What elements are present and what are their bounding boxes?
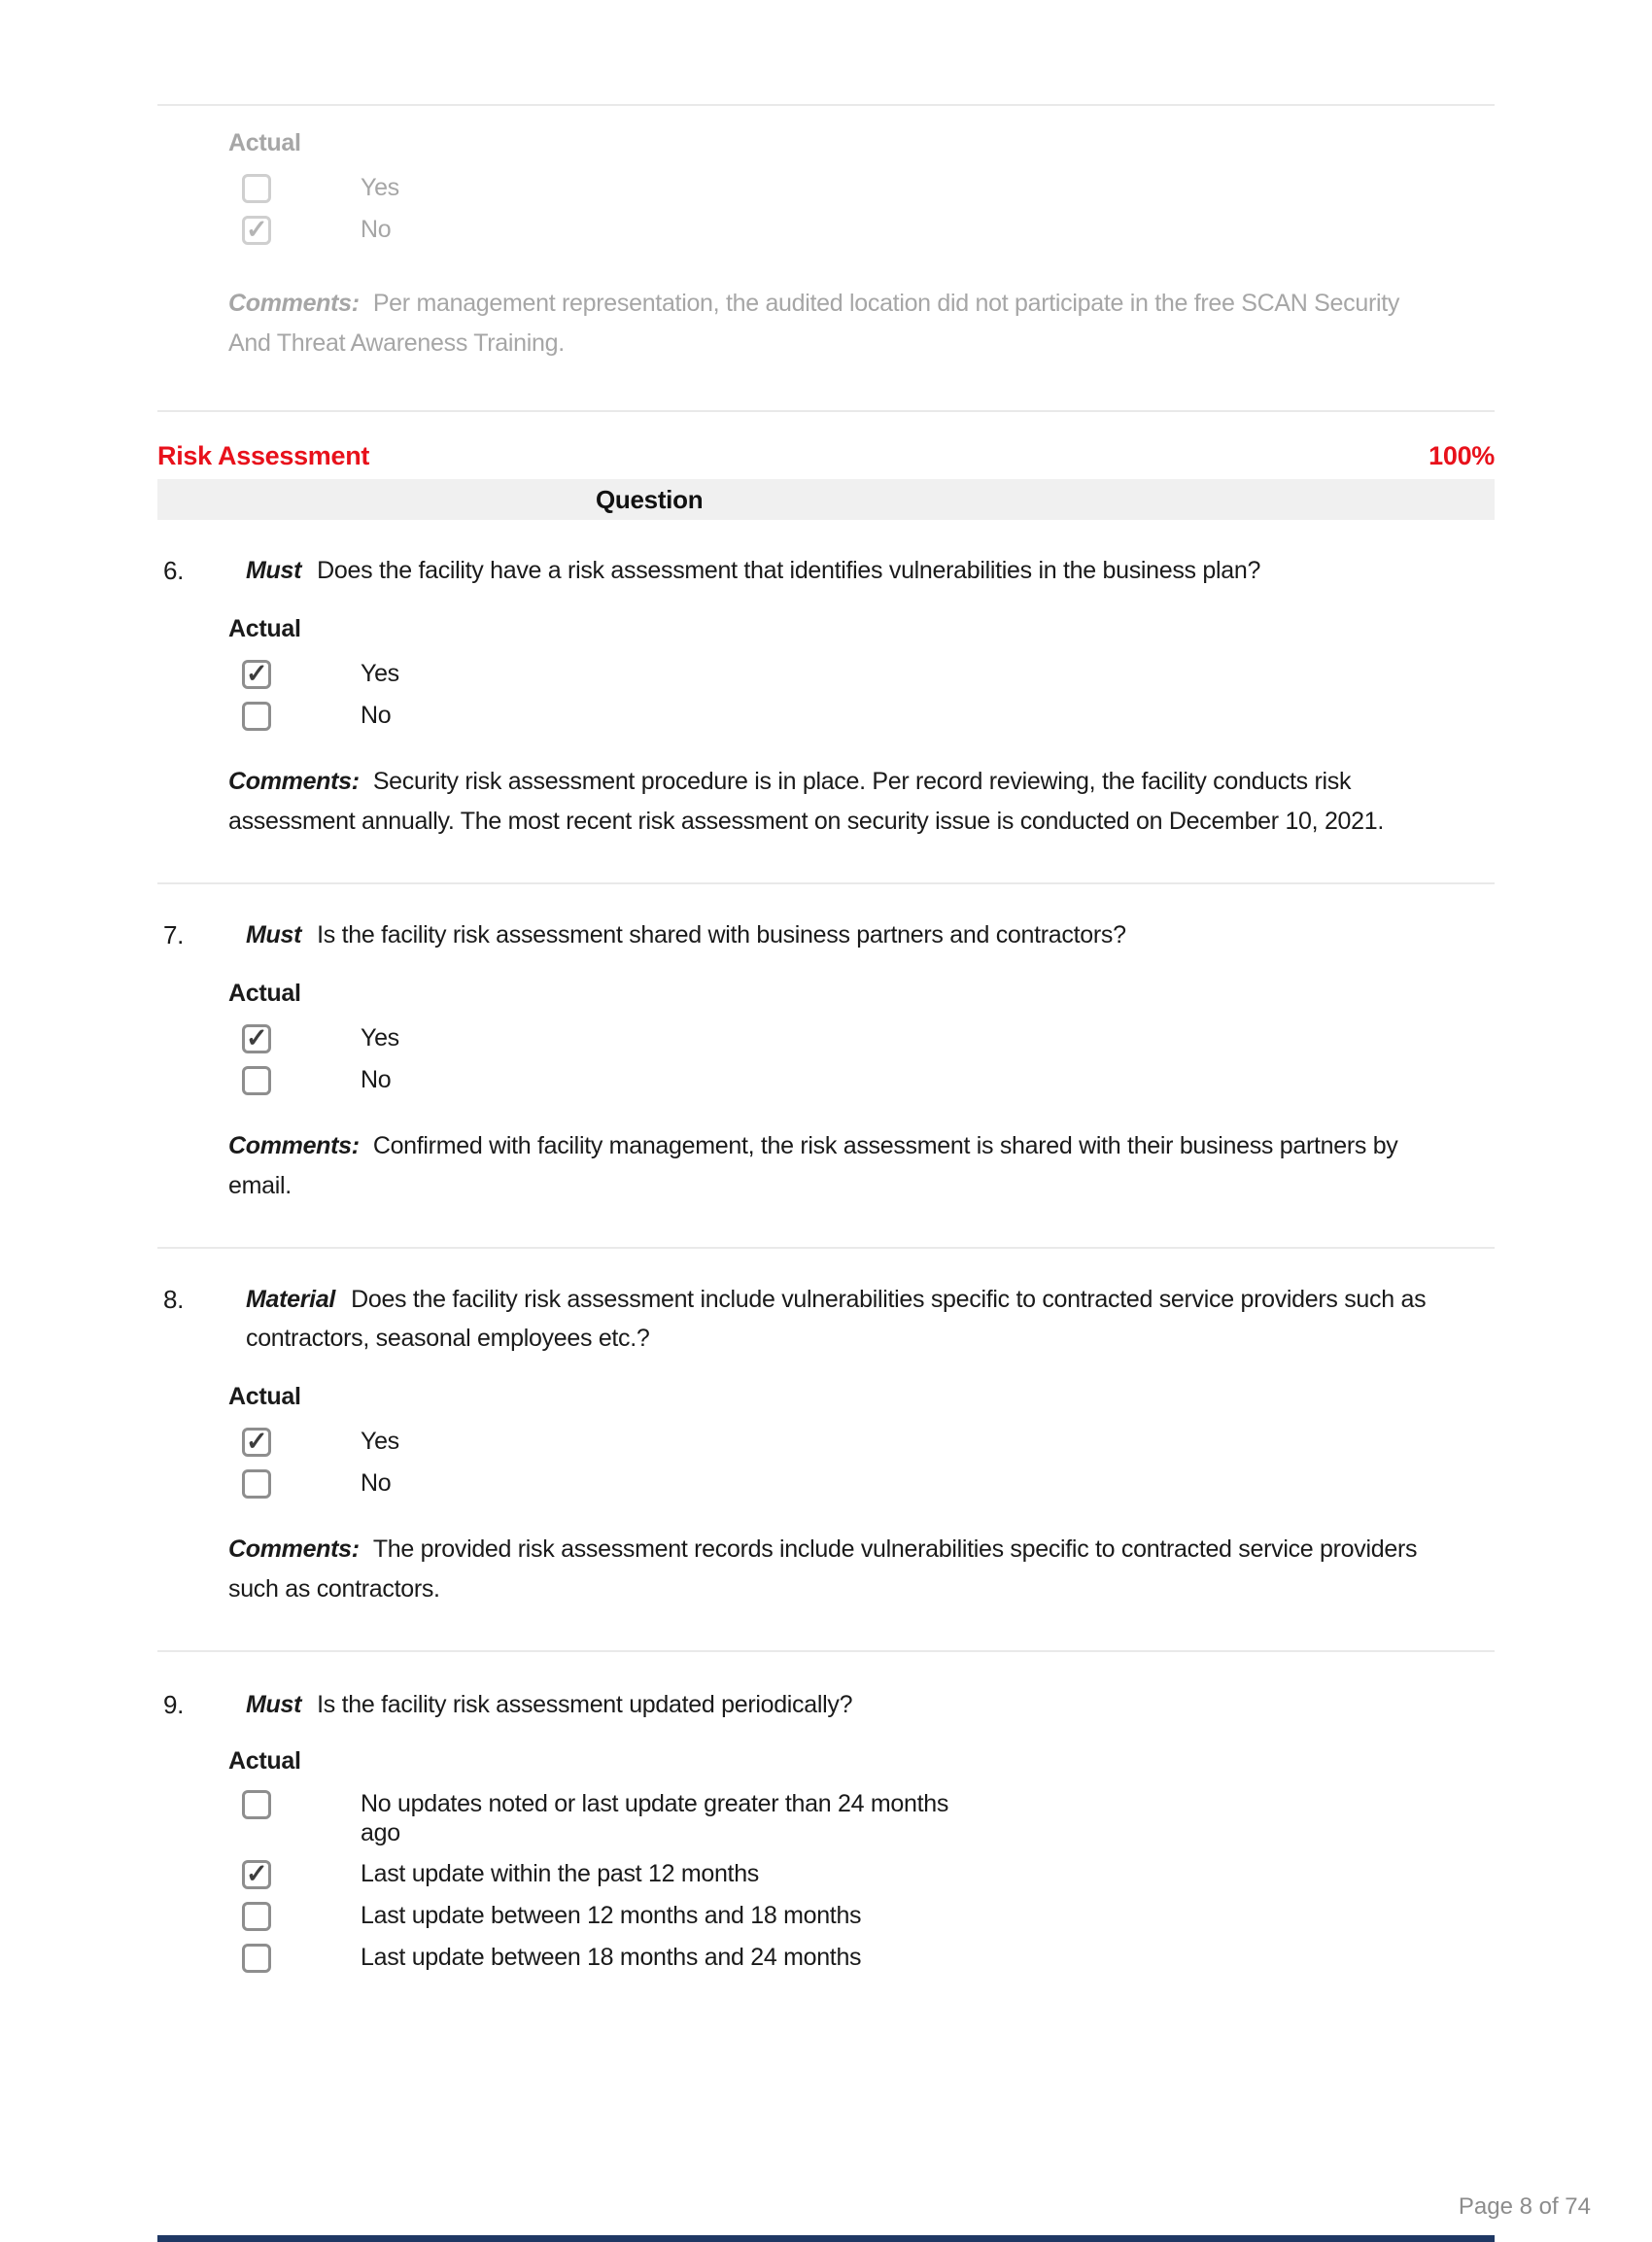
answer-checkbox[interactable] [242, 1790, 271, 1819]
answer-option-label: No [361, 702, 392, 729]
answer-options [157, 1023, 1495, 1095]
answer-checkbox[interactable] [242, 1428, 271, 1457]
answer-checkbox[interactable] [242, 216, 271, 245]
question-block-6 [157, 551, 1495, 884]
answer-checkbox[interactable] [242, 660, 271, 689]
answer-option-row [242, 1859, 1495, 1889]
section-divider [157, 410, 1495, 412]
question-text [246, 551, 1260, 590]
answer-options [157, 173, 1495, 245]
section-title: Risk Assessment [157, 441, 370, 470]
answer-options [157, 1427, 1495, 1499]
requirement-badge: Must [246, 557, 302, 584]
answer-option-row [242, 1943, 1495, 1973]
question-wording: Does the facility have a risk assessment that identifies vulnerabilities in the business plan? [317, 557, 1261, 584]
question-row [157, 915, 1495, 954]
comments-text: Confirmed with facility management, the risk assessment is shared with their business partners by email. [228, 1132, 1398, 1199]
question-text [246, 1685, 852, 1724]
comments-text: Security risk assessment procedure is in place. Per record reviewing, the facility conducts risk assessment annually. The most recent risk assessment on security issue is conducted on December 10, 2021. [228, 768, 1385, 835]
audit-report-page [0, 104, 1652, 2242]
question-number: 8. [163, 1285, 185, 1314]
section-header [157, 441, 1495, 471]
answer-options [157, 1789, 1495, 1973]
question-block-8 [157, 1280, 1495, 1652]
question-row [157, 551, 1495, 590]
actual-label: Actual [228, 1383, 301, 1410]
answer-checkbox[interactable] [242, 1024, 271, 1053]
answer-option-row [242, 1427, 1495, 1457]
question-text [246, 1280, 1470, 1358]
question-number: 9. [163, 1690, 185, 1719]
question-wording: Does the facility risk assessment include vulnerabilities specific to contracted service providers such as contractors, seasonal employees etc.? [246, 1286, 1427, 1352]
answer-option-row [242, 1023, 1495, 1053]
comments-label: Comments: [228, 1535, 360, 1563]
answer-option-row [242, 215, 1495, 245]
section-divider [157, 1650, 1495, 1652]
page-number: Page 8 of 74 [1458, 2193, 1591, 2220]
answer-option-row [242, 1789, 1495, 1847]
comments-label: Comments: [228, 1132, 360, 1159]
answer-option-label: No [361, 1469, 392, 1497]
answer-checkbox[interactable] [242, 702, 271, 731]
question-row [157, 1280, 1495, 1358]
question-block-7 [157, 915, 1495, 1249]
answer-option-label: Yes [361, 660, 399, 687]
answer-option-row [242, 1065, 1495, 1095]
actual-label: Actual [228, 1747, 301, 1775]
actual-label: Actual [228, 129, 301, 156]
question-table-header [157, 479, 1495, 520]
answer-option-label: Yes [361, 174, 399, 201]
comments-text: Per management representation, the audited location did not participate in the free SCAN Security And Threat Awareness Training. [228, 290, 1400, 357]
answer-option-row [242, 173, 1495, 203]
answer-option-row [242, 1468, 1495, 1499]
actual-label: Actual [228, 615, 301, 642]
comments-text: The provided risk assessment records include vulnerabilities specific to contracted service providers such as contractors. [228, 1535, 1418, 1603]
answer-option-label: Last update between 12 months and 18 months [361, 1902, 862, 1929]
question-row [157, 1685, 1495, 1724]
section-divider [157, 882, 1495, 884]
answer-option-row [242, 701, 1495, 731]
actual-label: Actual [228, 980, 301, 1007]
question-text [246, 915, 1126, 954]
comments-row [228, 284, 1424, 363]
requirement-badge: Must [246, 921, 302, 949]
section-divider [157, 104, 1495, 106]
question-number: 7. [163, 920, 185, 949]
question-column-header: Question [596, 485, 704, 514]
answer-checkbox[interactable] [242, 1860, 271, 1889]
comments-label: Comments: [228, 768, 360, 795]
comments-row [228, 1530, 1424, 1609]
question-wording: Is the facility risk assessment shared with business partners and contractors? [317, 921, 1126, 949]
answer-checkbox[interactable] [242, 1469, 271, 1499]
answer-checkbox[interactable] [242, 174, 271, 203]
question-number: 6. [163, 556, 185, 585]
answer-option-row [242, 1901, 1495, 1931]
answer-options [157, 659, 1495, 731]
requirement-badge: Material [246, 1286, 336, 1313]
answer-option-label: Yes [361, 1024, 399, 1052]
footer-bar [157, 2235, 1495, 2242]
answer-option-label: No updates noted or last update greater than 24 months ago [361, 1790, 949, 1846]
requirement-badge: Must [246, 1691, 302, 1718]
question-block-9 [157, 1685, 1495, 1973]
section-divider [157, 1247, 1495, 1249]
answer-checkbox[interactable] [242, 1066, 271, 1095]
section-score: 100% [1428, 441, 1495, 470]
answer-checkbox[interactable] [242, 1902, 271, 1931]
answer-option-row [242, 659, 1495, 689]
answer-option-label: Yes [361, 1428, 399, 1455]
answer-option-label: No [361, 216, 392, 243]
report-content [157, 104, 1495, 1973]
comments-label: Comments: [228, 290, 360, 317]
answer-option-label: Last update between 18 months and 24 months [361, 1944, 862, 1971]
answer-option-label: No [361, 1066, 392, 1093]
comments-row [228, 1126, 1424, 1206]
answer-checkbox[interactable] [242, 1944, 271, 1973]
question-wording: Is the facility risk assessment updated periodically? [317, 1691, 853, 1718]
comments-row [228, 762, 1424, 842]
previous-question-answer-block [157, 129, 1495, 412]
answer-option-label: Last update within the past 12 months [361, 1860, 760, 1887]
